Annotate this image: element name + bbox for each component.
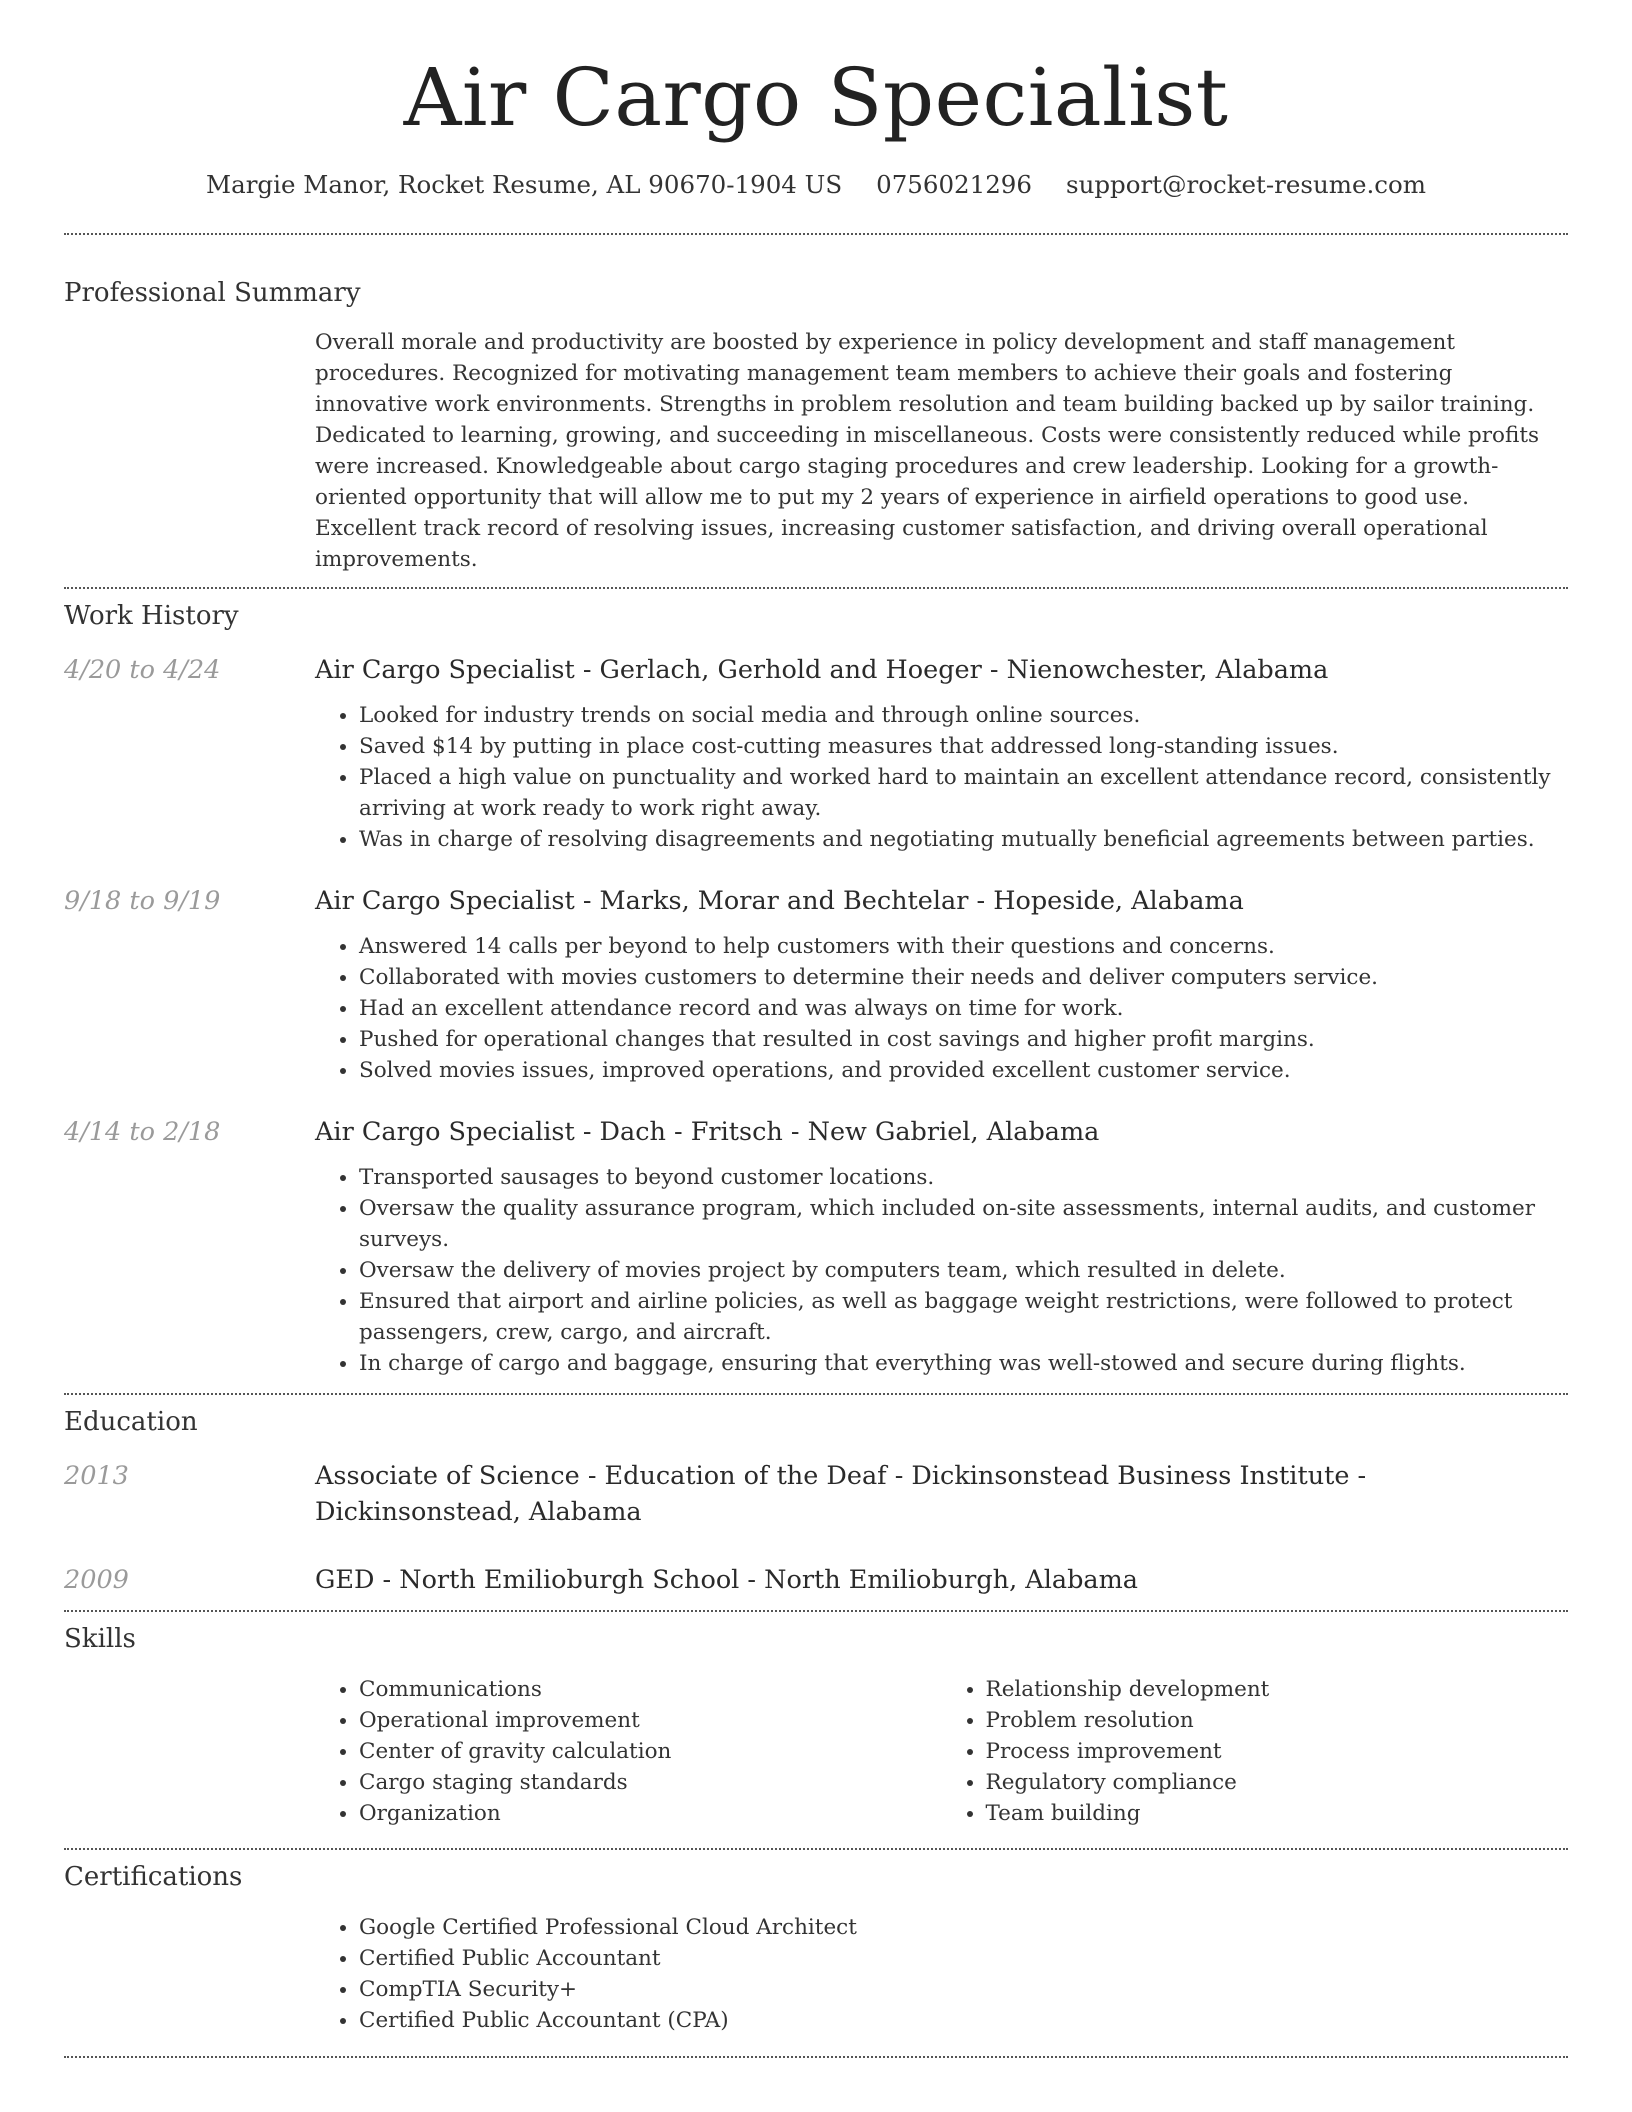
skills-list-right	[942, 1674, 1569, 1829]
job-bullet: • Pushed for operational changes that resulted in cost savings and higher profit margins.	[359, 1024, 1568, 1055]
education-year: 2013	[64, 1461, 129, 1491]
job-bullet: • Transported sausages to beyond customer locations.	[359, 1162, 1568, 1193]
job-dates: 4/14 to 2/18	[64, 1117, 221, 1147]
certifications-section	[64, 1862, 1568, 2036]
job-dates: 9/18 to 9/19	[64, 886, 221, 916]
divider	[64, 1848, 1568, 1850]
divider	[64, 587, 1568, 589]
section-title-summary: Professional Summary	[64, 278, 361, 308]
job-bullets	[315, 700, 1568, 855]
section-title-education: Education	[64, 1407, 198, 1437]
education-heading: Associate of Science - Education of the Deaf - Dickinsonstead Business Institute - Dickinsonstead, Alabama	[315, 1461, 1367, 1527]
divider	[64, 1610, 1568, 1612]
contact-email: support@rocket-resume.com	[1066, 170, 1426, 199]
certifications-list	[315, 1912, 1568, 2036]
skill-item: • Problem resolution	[986, 1705, 1569, 1736]
job-dates: 4/20 to 4/24	[64, 655, 221, 685]
job-bullets	[315, 931, 1568, 1086]
skills-section	[64, 1624, 1568, 1829]
education-entry	[64, 1562, 1568, 1598]
skill-item: • Operational improvement	[359, 1705, 942, 1736]
job-bullets	[315, 1162, 1568, 1379]
summary-text: Overall morale and productivity are boosted by experience in policy development and staff management procedures. Recognized for motivating management team members to achieve their goals and fostering innovative work environments. Strengths in problem resolution and team building backed up by sailor training. Dedicated to learning, growing, and succeeding in miscellaneous. Costs were consistently reduced while profits were increased. Knowledgeable about cargo staging procedures and crew leadership. Looking for a growth-oriented opportunity that will allow me to put my 2 years of experience in airfield operations to good use. Excellent track record of resolving issues, increasing customer satisfaction, and driving overall operational improvements.	[315, 330, 1539, 572]
education-year: 2009	[64, 1565, 129, 1595]
certification-item: • Certified Public Accountant (CPA)	[359, 2005, 1568, 2036]
section-title-work-history: Work History	[64, 601, 239, 631]
job-bullet: • Oversaw the quality assurance program, which included on-site assessments, internal audits, and customer surveys.	[359, 1193, 1568, 1255]
contact-phone: 0756021296	[876, 170, 1032, 199]
contact-address: Margie Manor, Rocket Resume, AL 90670-1904 US	[206, 170, 843, 199]
job-bullet: • Placed a high value on punctuality and worked hard to maintain an excellent attendance record, consistently arriving at work ready to work right away.	[359, 762, 1568, 824]
section-title-certifications: Certifications	[64, 1862, 243, 1892]
job-heading: Air Cargo Specialist - Gerlach, Gerhold and Hoeger - Nienowchester, Alabama	[315, 655, 1329, 685]
certification-item: • Google Certified Professional Cloud Architect	[359, 1912, 1568, 1943]
job-bullet: • Had an excellent attendance record and was always on time for work.	[359, 993, 1568, 1024]
skill-item: • Relationship development	[986, 1674, 1569, 1705]
job-bullet: • Answered 14 calls per beyond to help customers with their questions and concerns.	[359, 931, 1568, 962]
certification-item: • CompTIA Security+	[359, 1974, 1568, 2005]
skill-item: • Regulatory compliance	[986, 1767, 1569, 1798]
job-bullet: • Ensured that airport and airline policies, as well as baggage weight restrictions, were followed to protect passengers, crew, cargo, and aircraft.	[359, 1286, 1568, 1348]
section-title-skills: Skills	[64, 1624, 136, 1654]
certification-item: • Certified Public Accountant	[359, 1943, 1568, 1974]
job-heading: Air Cargo Specialist - Marks, Morar and Bechtelar - Hopeside, Alabama	[315, 886, 1244, 916]
education-heading: GED - North Emilioburgh School - North Emilioburgh, Alabama	[315, 1565, 1138, 1595]
skill-item: • Communications	[359, 1674, 942, 1705]
job-entry	[64, 883, 1568, 1086]
job-entry	[64, 1114, 1568, 1379]
skills-list-left	[315, 1674, 942, 1829]
skill-item: • Team building	[986, 1798, 1569, 1829]
divider	[64, 233, 1568, 235]
resume-name: Air Cargo Specialist	[403, 51, 1229, 144]
job-bullet: • Was in charge of resolving disagreements and negotiating mutually beneficial agreements between parties.	[359, 824, 1568, 855]
contact-line	[64, 170, 1568, 199]
skill-item: • Cargo staging standards	[359, 1767, 942, 1798]
job-bullet: • In charge of cargo and baggage, ensuring that everything was well-stowed and secure during flights.	[359, 1348, 1568, 1379]
education-section	[64, 1407, 1568, 1598]
job-bullet: • Collaborated with movies customers to determine their needs and deliver computers service.	[359, 962, 1568, 993]
job-entry	[64, 652, 1568, 855]
education-entry	[64, 1458, 1568, 1530]
job-bullet: • Saved $14 by putting in place cost-cutting measures that addressed long-standing issues.	[359, 731, 1568, 762]
work-history-section	[64, 601, 1568, 1379]
skill-item: • Organization	[359, 1798, 942, 1829]
job-bullet: • Oversaw the delivery of movies project by computers team, which resulted in delete.	[359, 1255, 1568, 1286]
job-heading: Air Cargo Specialist - Dach - Fritsch - New Gabriel, Alabama	[315, 1117, 1100, 1147]
summary-section	[64, 278, 1568, 575]
skill-item: • Center of gravity calculation	[359, 1736, 942, 1767]
job-bullet: • Solved movies issues, improved operations, and provided excellent customer service.	[359, 1055, 1568, 1086]
job-bullet: • Looked for industry trends on social media and through online sources.	[359, 700, 1568, 731]
divider	[64, 2056, 1568, 2058]
skill-item: • Process improvement	[986, 1736, 1569, 1767]
divider	[64, 1393, 1568, 1395]
